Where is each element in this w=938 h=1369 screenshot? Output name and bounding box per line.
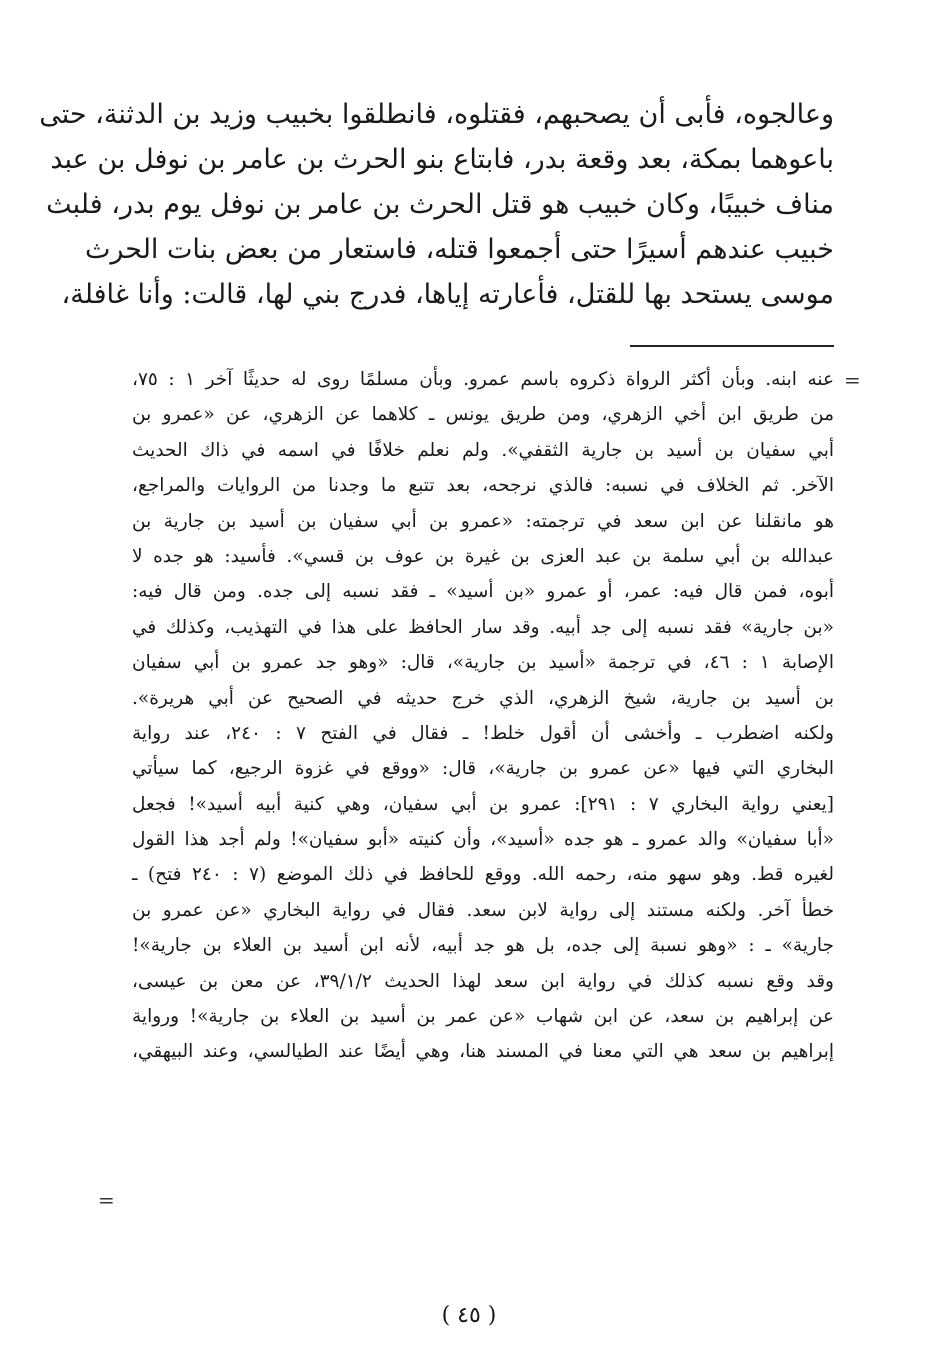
footnote-line: لغيره قط. وهو سهو منه، رحمه الله. ووقع للحافظ في ذلك الموضع (٧ : ٢٤٠ فتح) ـ: [132, 864, 834, 886]
main-text-line: باعوهما بمكة، بعد وقعة بدر، فابتاع بنو الحرث بن عامر بن نوفل بن عبد: [50, 144, 834, 175]
page-number: ( ٤٥ ): [441, 1303, 497, 1328]
main-text-line: وعالجوه، فأبى أن يصحبهم، فقتلوه، فانطلقوا بخبيب وزيد بن الدثنة، حتى: [39, 99, 834, 130]
footnote-line: من طريق ابن أخي الزهري، ومن طريق يونس ـ كلاهما عن الزهري، عن «عمرو بن: [132, 404, 834, 426]
main-text-line: خبيب عندهم أسيرًا حتى أجمعوا قتله، فاستعار من بعض بنات الحرث: [84, 234, 834, 265]
footnote-line: خطأ آخر. ولكنه مستند إلى رواية لابن سعد. فقال في رواية البخاري «عن عمرو بن: [132, 899, 834, 921]
footnote-line: أبوه، فمن قال فيه: عمر، أو عمرو «بن أسيد» ـ فقد نسبه إلى جده. ومن قال فيه:: [132, 581, 834, 603]
main-text-line: موسى يستحد بها للقتل، فأعارته إياها، فدرج بني لها، قالت: وأنا غافلة،: [61, 279, 834, 310]
footnote-line: عن إبراهيم بن سعد، عن ابن شهاب «عن عمر بن أسيد بن العلاء بن جارية»! ورواية: [132, 1006, 834, 1028]
footnote-line: الآخر. ثم الخلاف في نسبه: فالذي نرجحه، بعد تتبع ما وجدنا من الروايات والمراجع،: [132, 475, 834, 497]
main-text-line: مناف خبيبًا، وكان خبيب هو قتل الحرث بن عامر بن نوفل يوم بدر، فلبث: [46, 189, 834, 220]
continuation-marker-top: =: [844, 368, 861, 392]
footnote-line: جارية» ـ : «وهو نسبة إلى جده، بل هو جد أبيه، لأنه ابن أسيد بن العلاء بن جارية»!: [132, 935, 834, 957]
footnote-line: البخاري التي فيها «عن عمرو بن جارية»، قال: «ووقع في غزوة الرجيع، كما سيأتي: [132, 758, 834, 780]
main-text: [39, 92, 834, 317]
footnote-line: «أبا سفيان» والد عمرو ـ هو جده «أسيد»، وأن كنيته «أبو سفيان»! ولم أجد هذا القول: [132, 829, 834, 851]
footnote-line: بن أسيد بن جارية، شيخ الزهري، الذي خرج حديثه في الصحيح عن أبي هريرة».: [132, 687, 834, 709]
footnote-line: أبي سفيان بن أسيد بن جارية الثقفي». ولم نعلم خلافًا في اسمه في ذاك الحديث: [132, 439, 834, 461]
footnote-line: [يعني رواية البخاري ٧ : ٢٩١]: عمرو بن أبي سفيان، وهي كنية أبيه أسيد»! فجعل: [132, 793, 834, 815]
continuation-marker-bottom: =: [98, 1188, 115, 1212]
footnote-line: الإصابة ١ : ٤٦، في ترجمة «أسيد بن جارية»، قال: «وهو جد عمرو بن أبي سفيان: [132, 652, 834, 674]
footnote-line: عبدالله بن أبي سلمة بن عبد العزى بن غيرة بن عوف بن قسي». فأسيد: هو جده لا: [132, 545, 834, 567]
footnote-line: وقد وقع نسبه كذلك في رواية ابن سعد لهذا الحديث ٣٩/١/٢، عن معن بن عيسى،: [132, 970, 834, 992]
footnote-line: «بن جارية» فقد نسبه إلى جد أبيه. وقد سار الحافظ على هذا في التهذيب، وكذلك في: [132, 616, 834, 638]
footnote: [132, 362, 834, 1070]
footnote-line: إبراهيم بن سعد هي التي معنا في المسند هنا، وهي أيضًا عند الطيالسي، وعند البيهقي،: [132, 1041, 834, 1063]
footnote-line: هو مانقلنا عن ابن سعد في ترجمته: «عمرو بن أبي سفيان بن أسيد بن جارية بن: [132, 510, 834, 532]
footnote-separator: [630, 345, 834, 347]
footnote-line: عنه ابنه. وبأن أكثر الرواة ذكروه باسم عمرو. وبأن مسلمًا روى له حديثًا آخر ١ : ٧٥،: [132, 369, 834, 390]
footnote-line: ولكنه اضطرب ـ وأخشى أن أقول خلط! ـ فقال في الفتح ٧ : ٢٤٠، عند رواية: [132, 722, 834, 744]
